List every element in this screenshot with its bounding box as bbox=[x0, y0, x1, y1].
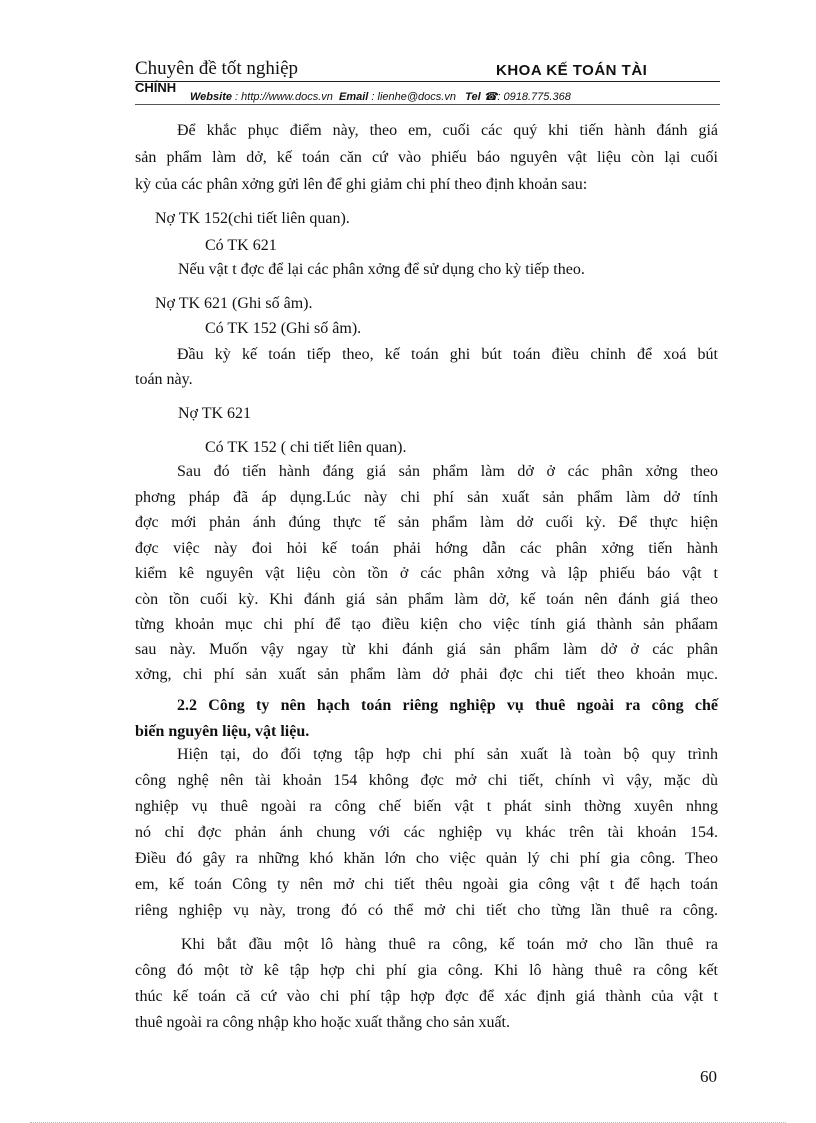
body-line: kỳ của các phân xởng gửi lên để ghi giảm chi phí theo định khoản sau: bbox=[135, 176, 588, 193]
body-line: sau này. Muốn vậy ngay từ khi đánh giá sản phẩm làm dở ở các phân bbox=[135, 641, 718, 658]
body-line: toán này. bbox=[135, 371, 193, 388]
body-line: còn tồn cuối kỳ. Khi đánh giá sản phẩm làm dở, kế toán nên đánh giá theo bbox=[135, 591, 718, 608]
body-line: sản phẩm làm dở, kế toán căn cứ vào phiếu báo nguyên vật liệu còn lại cuối bbox=[135, 149, 718, 166]
tel-value: : 0918.775.368 bbox=[497, 91, 571, 103]
header-divider bbox=[135, 81, 720, 82]
body-line: đợc mới phản ánh đúng thực tế sản phẩm làm dở cuối kỳ. Để thực hiện bbox=[135, 514, 718, 531]
phone-icon: ☎ bbox=[483, 91, 498, 103]
body-line: Hiện tại, do đối tợng tập hợp chi phí sản xuất là toàn bộ quy trình bbox=[177, 746, 718, 763]
body-line: Nợ TK 621 bbox=[178, 405, 252, 422]
body-line: Có TK 152 ( chi tiết liên quan). bbox=[205, 439, 407, 456]
body-line: công nghệ nên tài khoản 154 không đợc mở chi tiết, chính vì vậy, mặc dù bbox=[135, 772, 718, 789]
body-line: đợc việc này đoi hỏi kế toán phải hớng dẫn các phân xởng tiến hành bbox=[135, 540, 718, 557]
body-line: nghiệp vụ thuê ngoài ra công chế biến vật t phát sinh thờng xuyên nhng bbox=[135, 798, 718, 815]
body-line: Có TK 152 (Ghi số âm). bbox=[205, 320, 362, 337]
body-line: Nợ TK 152(chi tiết liên quan). bbox=[155, 210, 350, 227]
header-divider-bottom bbox=[135, 104, 720, 105]
header-title-right: KHOA KẾ TOÁN TÀI bbox=[496, 62, 648, 79]
page-number: 60 bbox=[700, 1067, 717, 1086]
body-line: công đó một tờ kê tập hợp chi phí gia công. Khi lô hàng thuê ra công kết bbox=[135, 962, 718, 979]
email-value: : lienhe@docs.vn bbox=[371, 91, 456, 103]
section-heading: biến nguyên liệu, vật liệu. bbox=[135, 723, 310, 740]
body-line: Khi bắt đầu một lô hàng thuê ra công, kế toán mở cho lần thuê ra bbox=[181, 936, 718, 953]
body-line: nó chỉ đợc phản ánh chung với các nghiệp vụ khác trên tài khoản 154. bbox=[135, 824, 718, 841]
header-contact bbox=[190, 90, 571, 103]
tel-label: Tel bbox=[465, 91, 481, 103]
body-line: riêng nghiệp vụ này, trong đó có thể mở chi tiết cho từng lần thuê ra công. bbox=[135, 902, 718, 919]
body-line: thuê ngoài ra công nhập kho hoặc xuất thẳng cho sản xuất. bbox=[135, 1014, 510, 1031]
body-line: thúc kế toán că cứ vào chi phí tập hợp đợc để xác định giá thành của vật t bbox=[135, 988, 718, 1005]
body-line: Điều đó gây ra những khó khăn lớn cho việc quản lý chi phí gia công. Theo bbox=[135, 850, 718, 867]
body-line: Đầu kỳ kế toán tiếp theo, kế toán ghi bút toán điều chỉnh để xoá bút bbox=[177, 346, 718, 363]
body-line: Để khắc phục điểm này, theo em, cuối các quý khi tiến hành đánh giá bbox=[177, 122, 718, 139]
email-label: Email bbox=[339, 91, 369, 103]
header-title-left: Chuyên đề tốt nghiệp bbox=[135, 58, 299, 79]
body-line: Nếu vật t đợc để lại các phân xởng để sử dụng cho kỳ tiếp theo. bbox=[178, 261, 585, 278]
website-value: : http://www.docs.vn bbox=[235, 91, 333, 103]
header-title-right-cont: CHÍNH bbox=[135, 80, 177, 95]
body-line: từng khoản mục chi phí để tạo điều kiện cho việc tính giá thành sản phẩam bbox=[135, 616, 718, 633]
body-line: Nợ TK 621 (Ghi số âm). bbox=[155, 295, 313, 312]
section-heading: 2.2 Công ty nên hạch toán riêng nghiệp vụ thuê ngoài ra công chế bbox=[177, 697, 718, 714]
body-line: phơng pháp đã áp dụng.Lúc này chi phí sản xuất sản phẩm làm dở tính bbox=[135, 489, 718, 506]
body-line: em, kế toán Công ty nên mở chi tiết thêu ngoài gia công vật t để hạch toán bbox=[135, 876, 718, 893]
body-line: kiểm kê nguyên vật liệu còn tồn ở các phân xởng và lập phiếu báo vật t bbox=[135, 565, 718, 582]
website-label: Website bbox=[190, 91, 232, 103]
body-line: Có TK 621 bbox=[205, 237, 277, 254]
body-line: xởng, chi phí sản xuất sản phẩm làm dở phải đợc chi tiết theo khoản mục. bbox=[135, 666, 718, 683]
body-line: Sau đó tiến hành đáng giá sản phẩm làm dở ở các phân xởng theo bbox=[177, 463, 718, 480]
